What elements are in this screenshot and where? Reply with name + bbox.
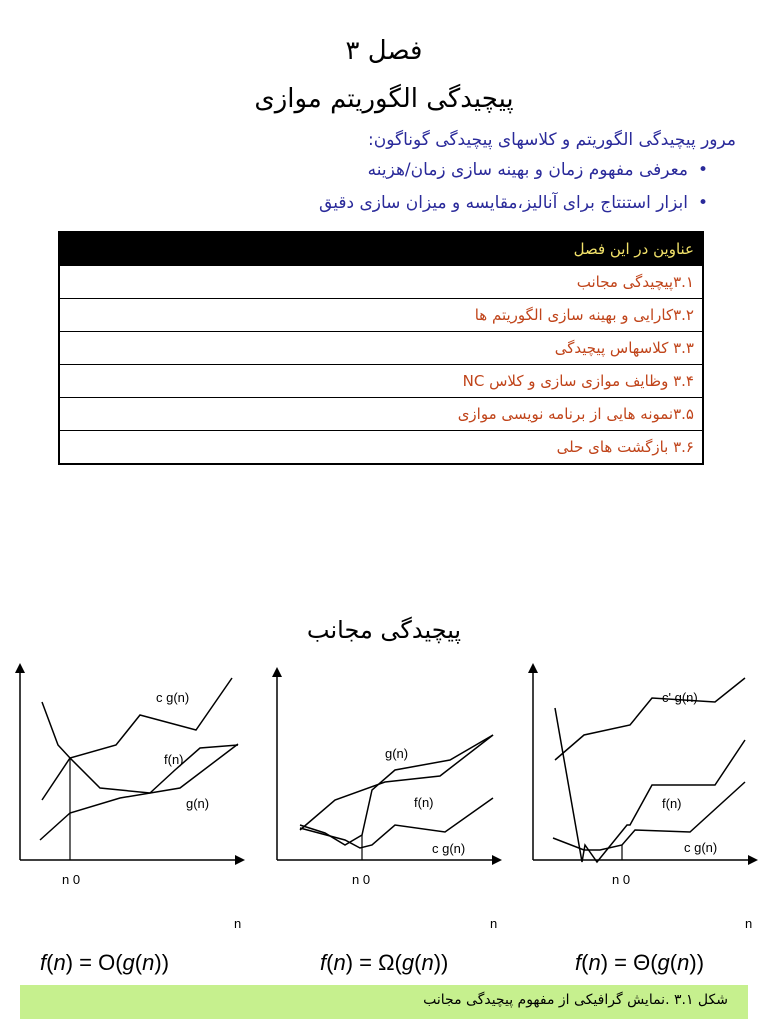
toc-row <box>59 266 703 299</box>
bullet-text: ابزار استنتاج برای آنالیز،مقایسه و میزان سازی دقیق <box>319 193 688 213</box>
toc-row <box>59 365 703 398</box>
graph-big-o <box>20 668 241 975</box>
x-axis-label: n <box>490 916 498 931</box>
graph-label: g(n) <box>186 796 210 811</box>
graph-theta <box>533 668 753 975</box>
toc-item[interactable]: ۳.۳ کلاسهاس پیچیدگی <box>59 332 703 365</box>
figure-caption: شکل ۳.۱ .نمایش گرافیکی از مفهوم پیچیدگی مجانب <box>423 992 728 1008</box>
n0-label: n 0 <box>352 872 371 887</box>
section2-title: پیچیدگی مجانب <box>306 616 462 644</box>
overview-intro: مرور پیچیدگی الگوریتم و کلاسهای پیچیدگی گوناگون: <box>368 130 736 150</box>
toc-item[interactable]: ۳.۵نمونه هایی از برنامه نویسی موازی <box>59 398 703 431</box>
toc-row <box>59 398 703 431</box>
toc-header: عناوین در این فصل <box>59 232 703 266</box>
asymptotic-graphs <box>0 650 768 985</box>
graph-label: c' g(n) <box>662 690 698 705</box>
x-axis-label: n <box>234 916 242 931</box>
toc-table <box>58 231 704 465</box>
formula-big-omega: f(n) = Ω(g(n)) <box>320 950 449 975</box>
graph-label: f(n) <box>662 796 682 811</box>
graph-label: c g(n) <box>684 840 718 855</box>
bullet-item-2 <box>319 193 708 213</box>
bullet-icon: • <box>697 193 708 213</box>
graph-label: g(n) <box>385 746 409 761</box>
formula-big-o: f(n) = O(g(n)) <box>40 950 170 975</box>
toc-item[interactable]: ۳.۲کارایی و بهینه سازی الگوریتم ها <box>59 299 703 332</box>
toc-item[interactable]: ۳.۶ بازگشت های حلی <box>59 431 703 465</box>
graph-big-omega <box>277 672 497 975</box>
n0-label: n 0 <box>62 872 81 887</box>
toc-row <box>59 299 703 332</box>
graph-label: f(n) <box>414 795 434 810</box>
toc-item[interactable]: ۳.۴ وظایف موازی سازی و کلاس NC <box>59 365 703 398</box>
curve-c-prime-g <box>555 678 745 760</box>
toc-header-row <box>59 232 703 266</box>
bullet-icon: • <box>697 160 708 180</box>
toc-item[interactable]: ۳.۱پیچیدگی مجانب <box>59 266 703 299</box>
chapter-title: پیچیدگی الگوریتم موازی <box>254 84 514 114</box>
chapter-label: فصل ۳ <box>345 36 423 66</box>
curve-f <box>555 708 745 862</box>
graph-label: c g(n) <box>432 841 466 856</box>
graph-label: f(n) <box>164 752 184 767</box>
n0-label: n 0 <box>612 872 631 887</box>
bullet-item-1 <box>368 160 708 180</box>
graph-label: c g(n) <box>156 690 190 705</box>
toc-row <box>59 332 703 365</box>
bullet-text: معرفی مفهوم زمان و بهینه سازی زمان/هزینه <box>367 160 688 180</box>
formula-theta: f(n) = Θ(g(n)) <box>575 950 705 975</box>
toc-row <box>59 431 703 465</box>
x-axis-label: n <box>745 916 753 931</box>
